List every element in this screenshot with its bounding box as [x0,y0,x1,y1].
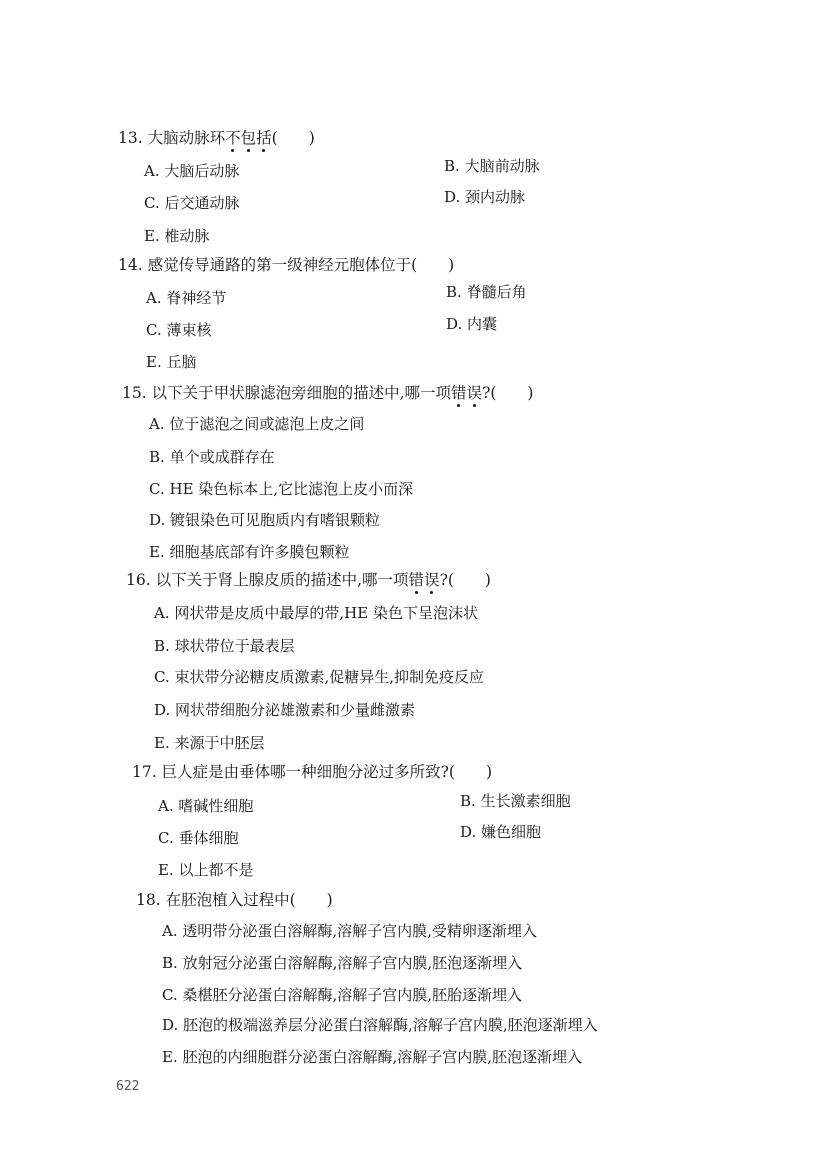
option-d: D. 颈内动脉 [444,188,526,206]
question-18-stem [136,890,333,910]
option-b: B. 脊髓后角 [446,283,527,301]
option-a: A. 位于滤泡之间或滤泡上皮之间 [149,415,365,433]
option-d: D. 内囊 [446,315,498,333]
option-c: C. 桑椹胚分泌蛋白溶解酶,溶解子宫内膜,胚胎逐渐埋入 [162,986,523,1004]
page-number: 622 [116,1079,140,1094]
question-number: 13. [118,129,143,147]
option-b: B. 生长激素细胞 [460,792,571,810]
question-13-stem [118,128,315,148]
emphasis-char: 包 [240,129,257,147]
option-d: D. 胚泡的极端滋养层分泌蛋白溶解酶,溶解子宫内膜,胚泡逐渐埋入 [162,1016,598,1034]
option-c: C. HE 染色标本上,它比滤泡上皮小而深 [149,480,414,498]
emphasis-char: 误 [466,384,483,402]
option-e: E. 来源于中胚层 [154,734,265,752]
emphasis-char: 不 [225,129,241,147]
stem-text: 以下关于肾上腺皮质的描述中,哪一项 [155,571,409,589]
question-number: 15. [122,384,147,402]
option-e: E. 以上都不是 [158,861,254,879]
stem-text: 巨人症是由垂体哪一种细胞分泌过多所致?( ) [161,763,492,781]
option-e: E. 丘脑 [146,353,197,371]
option-b: B. 放射冠分泌蛋白溶解酶,溶解子宫内膜,胚泡逐渐埋入 [162,954,523,972]
stem-text: 在胚泡植入过程中( ) [165,891,333,909]
stem-text: ( ) [271,129,315,147]
option-b: B. 单个或成群存在 [149,448,275,466]
question-16-stem [126,570,491,590]
option-c: C. 薄束核 [146,321,212,339]
option-a: A. 脊神经节 [146,289,227,307]
stem-text: ?( ) [482,384,534,402]
option-a: A. 嗜碱性细胞 [158,797,254,815]
option-c: C. 后交通动脉 [144,194,240,212]
stem-text: 感觉传导通路的第一级神经元胞体位于( ) [147,256,455,274]
emphasis-char: 误 [424,571,440,589]
option-e: E. 细胞基底部有许多膜包颗粒 [149,543,350,561]
emphasis-char: 括 [256,129,272,147]
question-number: 18. [136,891,161,909]
option-c: C. 束状带分泌糖皮质激素,促糖异生,抑制免疫反应 [154,668,485,686]
question-number: 14. [118,256,143,274]
question-15-stem [122,383,533,403]
stem-text: 大脑动脉环 [147,129,226,147]
option-b: B. 大脑前动脉 [444,157,540,175]
stem-text: 以下关于甲状腺滤泡旁细胞的描述中,哪一项 [151,384,452,402]
option-e: E. 椎动脉 [144,227,210,245]
option-d: D. 网状带细胞分泌雄激素和少量雌激素 [154,701,416,719]
question-number: 17. [132,763,157,781]
emphasis-char: 错 [408,571,425,589]
option-a: A. 网状带是皮质中最厚的带,HE 染色下呈泡沫状 [154,604,478,622]
question-number: 16. [126,571,151,589]
question-17-stem [132,762,492,782]
option-c: C. 垂体细胞 [158,829,239,847]
stem-text: ?( ) [439,571,491,589]
option-e: E. 胚泡的内细胞群分泌蛋白溶解酶,溶解子宫内膜,胚泡逐渐埋入 [162,1048,583,1066]
option-a: A. 透明带分泌蛋白溶解酶,溶解子宫内膜,受精卵逐渐埋入 [162,922,537,940]
question-14-stem [118,255,454,275]
option-b: B. 球状带位于最表层 [154,637,295,655]
emphasis-char: 错 [451,384,467,402]
option-a: A. 大脑后动脉 [144,162,240,180]
option-d: D. 嫌色细胞 [460,823,542,841]
option-d: D. 镀银染色可见胞质内有嗜银颗粒 [149,511,381,529]
